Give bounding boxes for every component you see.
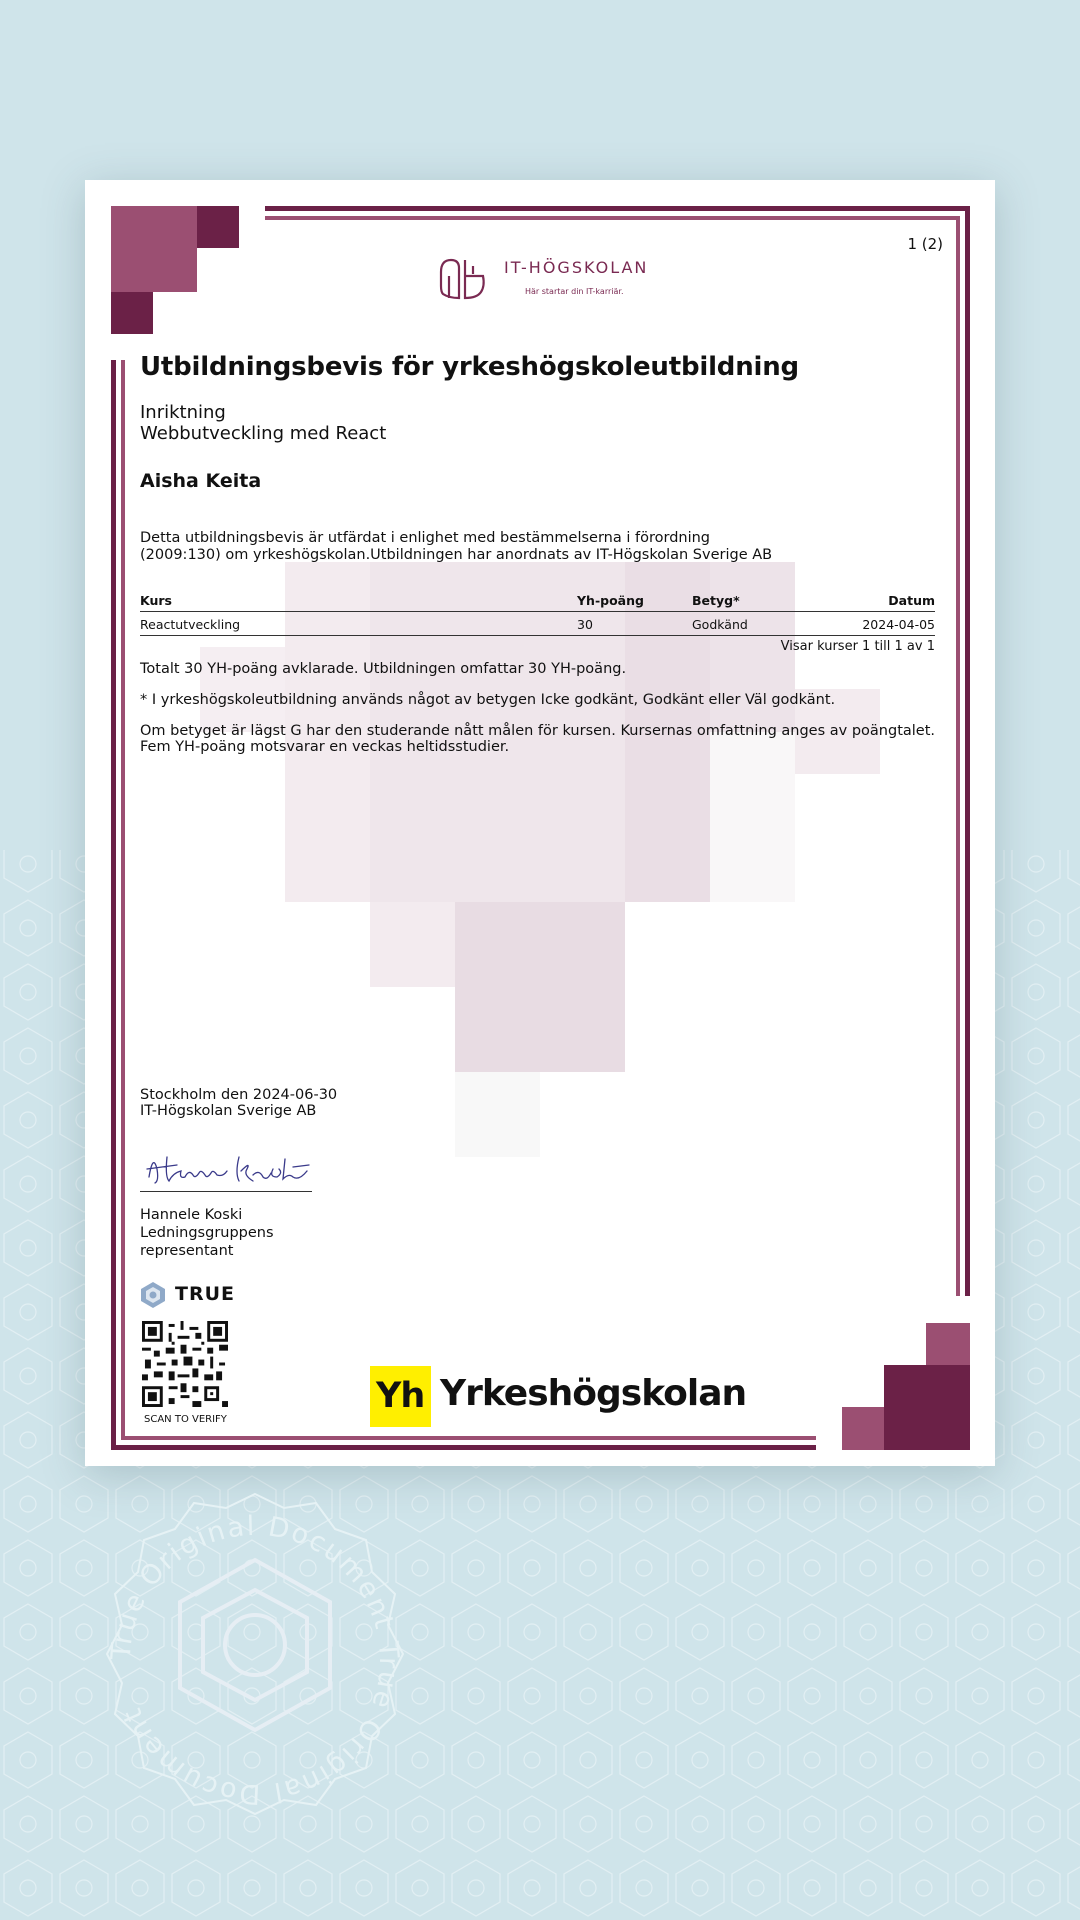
signer-block <box>140 1206 274 1260</box>
table-cell-grade: Godkänd <box>692 617 748 632</box>
frame-right-line-outer <box>965 206 970 1296</box>
true-original-seal-watermark <box>85 1490 425 1830</box>
table-header-cell: Betyg* <box>692 593 740 608</box>
watermark-square <box>455 902 625 1072</box>
frame-bottom-line-inner <box>121 1436 816 1440</box>
certificate-document <box>85 180 995 1466</box>
frame-left-line-inner <box>121 360 125 1440</box>
course-table <box>140 588 935 636</box>
watermark-square <box>710 732 795 902</box>
true-brand-label <box>175 1283 235 1305</box>
true-verify-hex-icon <box>140 1281 166 1309</box>
table-pagination-info: Visar kurser 1 till 1 av 1 <box>780 639 935 654</box>
frame-top-line-inner <box>265 216 960 220</box>
table-cell-date: 2024-04-05 <box>862 617 935 632</box>
signer-name: Hannele Koski <box>140 1207 243 1223</box>
issuer-name: IT-Högskolan Sverige AB <box>140 1103 317 1119</box>
verification-qr-code[interactable] <box>142 1321 228 1407</box>
yh-logo-letters: Yh <box>376 1376 425 1416</box>
intro-text: Detta utbildningsbevis är utfärdat i enlighet med bestämmelserna i förordning (2009:130) om yrkeshögskolan.Utbildningen har anordnats av IT-Högskolan Sverige AB <box>140 530 773 563</box>
page-title: Utbildningsbevis för yrkeshögskoleutbildning <box>140 352 799 382</box>
place-date: Stockholm den 2024-06-30 <box>140 1087 338 1103</box>
yrkeshogskolan-logo-text: Yrkeshögskolan <box>440 1373 747 1414</box>
watermark-square <box>455 1072 540 1157</box>
frame-left-line-outer <box>111 360 116 1450</box>
corner-square-small <box>926 1323 970 1365</box>
frame-right-line-inner <box>956 216 960 1296</box>
watermark-square <box>370 902 455 987</box>
corner-square-large <box>111 206 197 292</box>
corner-square-small <box>111 292 153 334</box>
signature-line <box>140 1191 312 1192</box>
corner-square-small <box>197 206 239 248</box>
seal-text: True Original Document True Original Document <box>105 1510 405 1810</box>
frame-bottom-line-outer <box>111 1445 816 1450</box>
svg-text:True Original Document True Or <box>106 1511 405 1809</box>
grades-note: * I yrkeshögskoleutbildning används något av betygen Icke godkänt, Godkänt eller Väl godkänt. <box>140 692 836 708</box>
table-header-cell: Kurs <box>140 593 172 608</box>
table-row <box>140 612 935 636</box>
total-points-text: Totalt 30 YH-poäng avklarade. Utbildningen omfattar 30 YH-poäng. <box>140 661 627 677</box>
table-cell-points: 30 <box>577 617 593 632</box>
place-and-issuer <box>140 1087 337 1119</box>
table-cell-course: Reactutveckling <box>140 617 241 632</box>
watermark-square <box>200 647 285 732</box>
student-name: Aisha Keita <box>140 470 262 492</box>
signer-role: representant <box>140 1243 234 1259</box>
scan-to-verify-label: SCAN TO VERIFY <box>144 1414 227 1425</box>
signer-role: Ledningsgruppens <box>140 1225 274 1241</box>
frame-top-line-outer <box>265 206 970 211</box>
school-logo-name: IT-HÖGSKOLAN <box>504 258 649 277</box>
table-header-cell: Yh-poäng <box>577 593 644 608</box>
corner-square-small <box>842 1407 884 1450</box>
direction-label: Inriktning <box>140 402 226 423</box>
page-number: 1 (2) <box>907 235 943 253</box>
true-brand-text: TRUE <box>175 1283 235 1305</box>
grade-explanation: Om betyget är lägst G har den studerande nått målen för kursen. Kursernas omfattning anges av poängtalet. Fem YH-poäng motsvarar en veckas heltidsstudier. <box>140 723 936 755</box>
it-hogskolan-logo-icon <box>437 252 489 304</box>
yrkeshogskolan-logo-mark <box>370 1366 431 1427</box>
table-header-cell: Datum <box>888 593 935 608</box>
handwritten-signature <box>143 1147 313 1191</box>
direction-value: Webbutveckling med React <box>140 423 387 444</box>
corner-square-large <box>884 1365 970 1450</box>
school-logo-tagline: Här startar din IT-karriär. <box>525 287 624 296</box>
table-header-row <box>140 588 935 612</box>
